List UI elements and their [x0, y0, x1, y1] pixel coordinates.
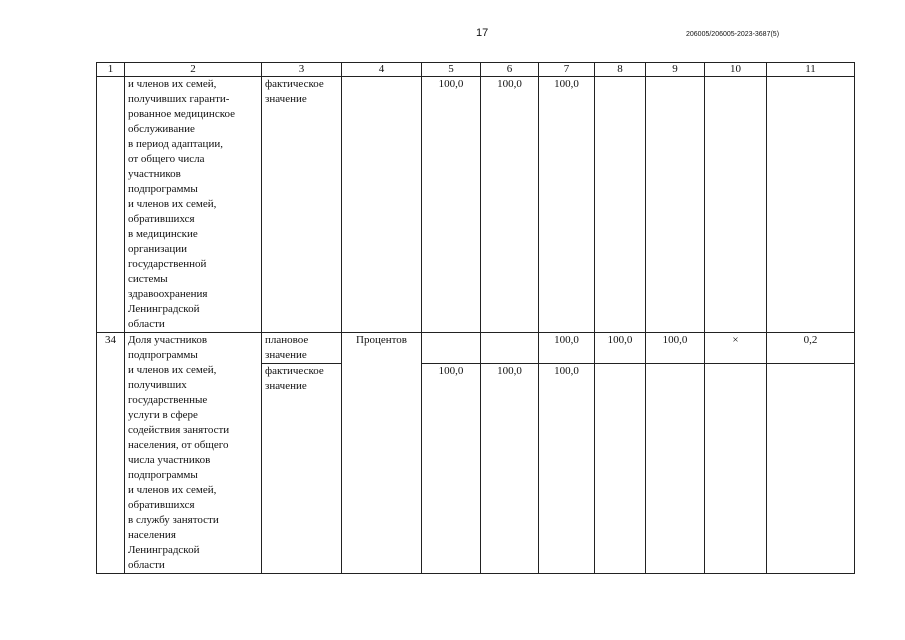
value-col-10 — [705, 77, 767, 333]
document-code: 206005/206005-2023-3687(5) — [686, 31, 780, 38]
value-col-5: 100,0 — [422, 77, 481, 333]
value-col-5-plan — [422, 333, 481, 364]
unit-cell — [342, 77, 422, 333]
header-col-3: 3 — [262, 63, 342, 77]
table-row-34-plan — [97, 333, 855, 364]
value-col-9-plan: 100,0 — [646, 333, 705, 364]
value-col-11 — [767, 77, 855, 333]
value-col-5-fact: 100,0 — [422, 364, 481, 574]
indicators-table — [96, 62, 855, 574]
indicator-name-cell: Доля участников подпрограммы и членов их семей, получивших государственные услуги в сфере содействия занятости населения, от общего числа участников подпрограммы и членов их семей, обратившихся в службу занятости населения Ленинградской области — [125, 333, 262, 574]
value-col-7-plan: 100,0 — [539, 333, 595, 364]
value-col-10-plan: × — [705, 333, 767, 364]
value-col-11-plan: 0,2 — [767, 333, 855, 364]
header-col-6: 6 — [481, 63, 539, 77]
row-number-cell — [97, 77, 125, 333]
value-col-8-plan: 100,0 — [595, 333, 646, 364]
indicator-name-cell: и членов их семей, получивших гаранти- рованное медицинское обслуживание в период адаптации, от общего числа участников подпрограммы и членов их семей, обратившихся в медицинские организации государственной системы здравоохранения Ленинградской области — [125, 77, 262, 333]
value-col-9 — [646, 77, 705, 333]
header-col-9: 9 — [646, 63, 705, 77]
header-col-2: 2 — [125, 63, 262, 77]
header-col-5: 5 — [422, 63, 481, 77]
value-col-11-fact — [767, 364, 855, 574]
column-number-header — [97, 63, 855, 77]
header-col-4: 4 — [342, 63, 422, 77]
row-number-cell: 34 — [97, 333, 125, 574]
value-col-9-fact — [646, 364, 705, 574]
header-col-7: 7 — [539, 63, 595, 77]
header-col-1: 1 — [97, 63, 125, 77]
page-number: 17 — [476, 27, 489, 39]
value-col-8-fact — [595, 364, 646, 574]
value-col-10-fact — [705, 364, 767, 574]
value-type-cell-plan: плановое значение — [262, 333, 342, 364]
header-col-10: 10 — [705, 63, 767, 77]
value-type-cell-fact: фактическое значение — [262, 364, 342, 574]
value-col-6-plan — [481, 333, 539, 364]
header-col-8: 8 — [595, 63, 646, 77]
header-col-11: 11 — [767, 63, 855, 77]
value-type-cell: фактическое значение — [262, 77, 342, 333]
value-col-6: 100,0 — [481, 77, 539, 333]
value-col-8 — [595, 77, 646, 333]
value-col-7: 100,0 — [539, 77, 595, 333]
table-row-continuation — [97, 77, 855, 333]
unit-cell: Процентов — [342, 333, 422, 574]
value-col-6-fact: 100,0 — [481, 364, 539, 574]
value-col-7-fact: 100,0 — [539, 364, 595, 574]
